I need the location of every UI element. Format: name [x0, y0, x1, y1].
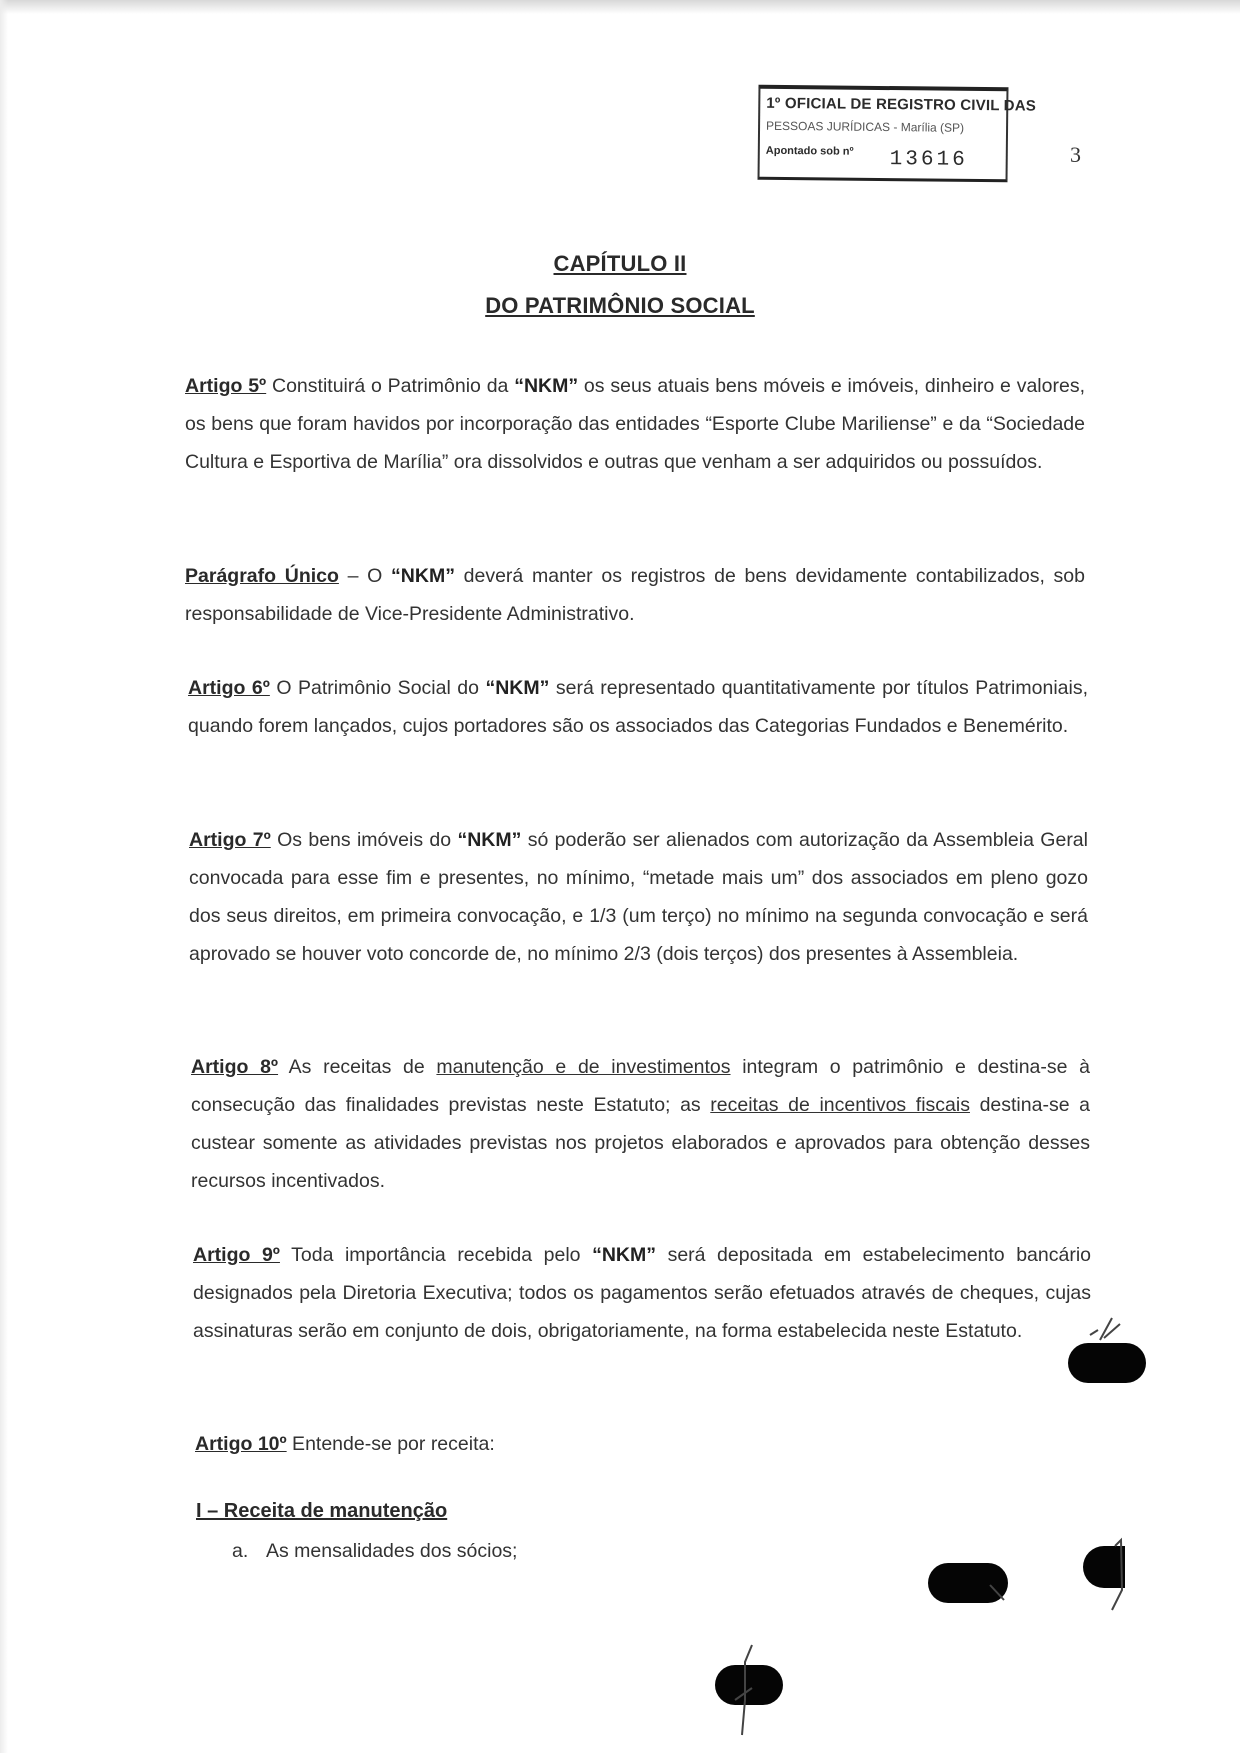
page-number: 3 — [1070, 142, 1081, 167]
chapter-heading: CAPÍTULO II — [553, 251, 687, 276]
chapter-title: DO PATRIMÔNIO SOCIAL — [485, 293, 755, 318]
article-5-label: Artigo 5º — [185, 375, 267, 397]
article-9 — [193, 1236, 1091, 1350]
article-9-nkm: “NKM” — [592, 1244, 657, 1266]
article-6-text-2: será representado quantitativamente por títulos Patrimoniais, quando forem lançados, cujos portadores são os associados das Categorias Fundados e Benemérito. — [188, 677, 1088, 737]
article-5-text-1: Constituirá o Patrimônio da — [266, 375, 515, 397]
redacted-initials — [928, 1563, 1008, 1603]
article-9-text-2: será depositada em estabelecimento bancário designados pela Diretoria Executiva; todos os pagamentos serão efetuados através de cheques, cujas assinaturas serão em conjunto de dois, obrigatoriamente, na forma estabelecida neste Estatuto. — [193, 1244, 1092, 1342]
redacted-initials — [715, 1665, 783, 1705]
registry-stamp — [758, 85, 1037, 183]
article-9-label: Artigo 9º — [193, 1244, 280, 1266]
list-item-marker: a. — [232, 1540, 249, 1562]
paragrafo-unico — [185, 557, 1085, 633]
article-10-label: Artigo 10º — [195, 1433, 287, 1455]
article-8-text-1: As receitas de — [278, 1056, 437, 1078]
article-5-nkm: “NKM” — [514, 375, 579, 397]
pen-stroke — [1090, 1318, 1120, 1340]
article-6-label: Artigo 6º — [188, 677, 270, 699]
list-item-text: As mensalidades dos sócios; — [266, 1540, 518, 1562]
paragrafo-unico-label: Parágrafo Único — [185, 565, 339, 587]
article-7-text-2: só poderão ser alienados com autorização da Assembleia Geral convocada para esse fim e presentes, no mínimo, “metade mais um” dos associados em pleno gozo dos seus direitos, em primeira convocação, e 1/3 (um terço) no mínimo na segunda convocação e será aprovado se houver voto concorde de, no mínimo 2/3 (dois terços) dos presentes à Assembleia. — [189, 829, 1088, 965]
redacted-initials — [1068, 1343, 1146, 1383]
article-10-text-1: Entende-se por receita: — [286, 1433, 495, 1455]
article-5-text-2: os seus atuais bens móveis e imóveis, dinheiro e valores, os bens que foram havidos por incorporação das entidades “Esporte Clube Mariliense” e da “Sociedade Cultura e Esportiva de Marília” ora dissolvidos e outras que venham a ser adquiridos ou possuídos. — [185, 375, 1085, 473]
article-9-text-1: Toda importância recebida pelo — [279, 1244, 593, 1266]
section-receita-manutencao: I – Receita de manutenção — [196, 1500, 448, 1522]
paragrafo-unico-text-2: deverá manter os registros de bens devidamente contabilizados, sob responsabilidade de Vice-Presidente Administrativo. — [185, 565, 1085, 625]
stamp-number: 13616 — [889, 148, 968, 172]
article-8 — [191, 1048, 1090, 1200]
article-7-nkm: “NKM” — [457, 829, 522, 851]
article-6 — [188, 669, 1088, 745]
article-10 — [195, 1425, 1075, 1463]
article-8-text-2: integram o patrimônio e destina-se à consecução das finalidades previstas neste Estatuto; as — [191, 1056, 1090, 1116]
article-7 — [189, 821, 1088, 973]
article-6-nkm: “NKM” — [485, 677, 550, 699]
stamp-line-3: Apontado sob nº — [765, 144, 854, 158]
paragrafo-unico-nkm: “NKM” — [391, 565, 455, 587]
article-8-underlined-1: manutenção e de investimentos — [436, 1056, 731, 1078]
article-8-label: Artigo 8º — [191, 1056, 279, 1078]
article-5 — [185, 367, 1085, 481]
list-item — [232, 1540, 517, 1563]
stamp-line-1: 1º OFICIAL DE REGISTRO CIVIL DAS — [766, 94, 1037, 115]
paragrafo-unico-text-1: – O — [338, 565, 392, 587]
article-8-underlined-2: receitas de incentivos fiscais — [710, 1094, 970, 1116]
article-7-label: Artigo 7º — [189, 829, 271, 851]
article-8-text-3: destina-se a custear somente as atividades previstas nos projetos elaborados e aprovados para obtenção desses recursos incentivados. — [191, 1094, 1090, 1192]
redacted-initials — [1083, 1546, 1125, 1588]
article-7-text-1: Os bens imóveis do — [270, 829, 458, 851]
stamp-line-2: PESSOAS JURÍDICAS - Marília (SP) — [766, 118, 965, 135]
article-6-text-1: O Patrimônio Social do — [269, 677, 486, 699]
scan-edge-shadow — [0, 0, 1240, 14]
